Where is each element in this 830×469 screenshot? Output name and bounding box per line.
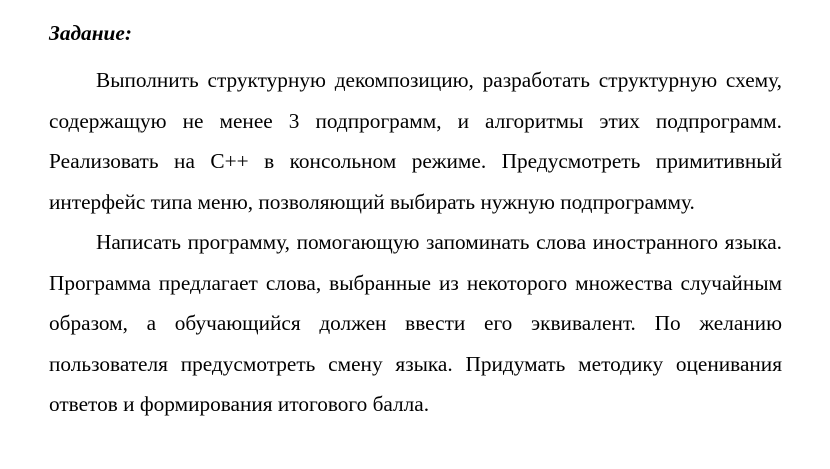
task-paragraph-description: Написать программу, помогающую запоминать слова иностранного языка. Программа предлагает слова, выбранные из некоторого множества случайным образом, а обучающийся должен ввести его эквивалент. По желанию пользователя предусмотреть смену языка. Придумать методику оценивания ответов и формирования итогового балла. (49, 230, 782, 416)
task-heading: Задание: (49, 21, 132, 45)
document-body (49, 18, 782, 425)
task-paragraph-requirements: Выполнить структурную декомпозицию, разработать структурную схему, содержащую не менее 3 подпрограмм, и алгоритмы этих подпрограмм. Реализовать на C++ в консольном режиме. Предусмотреть примитивный интерфейс типа меню, позволяющий выбирать нужную подпрограмму. (49, 68, 782, 214)
